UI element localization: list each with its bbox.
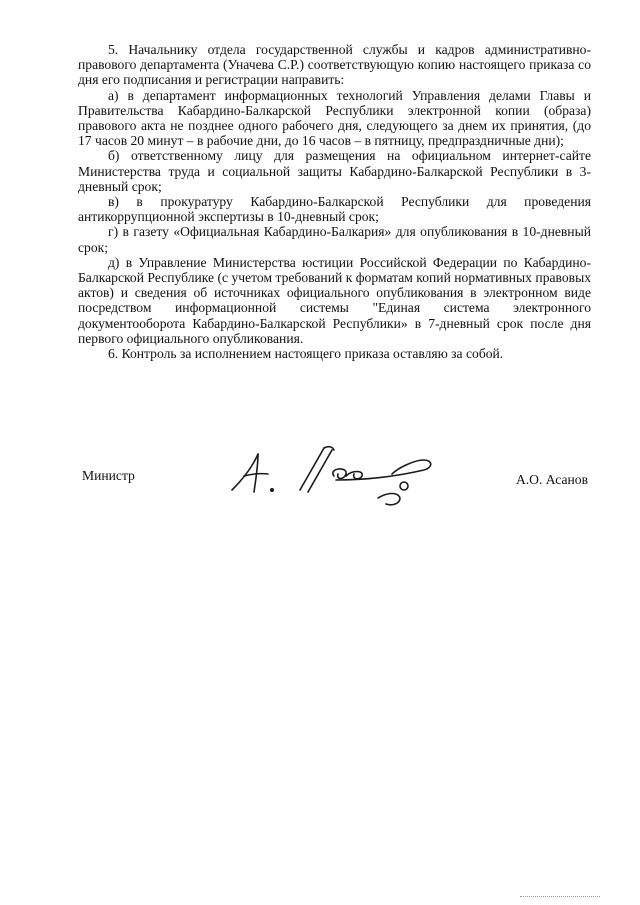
signer-name: А.О. Асанов (515, 472, 588, 487)
signature-block (78, 440, 588, 520)
paragraph-subitem-d: д) в Управление Министерства юстиции Российской Федерации по Кабардино-Балкарской Республике (с учетом требований к форматам копий нормативных правовых актов) и сведения об источниках официального опубликования в электронном виде посредством информационной системы "Единая система электронного документооборота Кабардино-Балкарской Республики» в 7-дневный срок после дня первого официального опубликования. (78, 254, 591, 346)
signer-position: Министр (82, 468, 135, 483)
document-body (78, 42, 591, 361)
handwritten-signature (228, 440, 448, 520)
paragraph-item-5: 5. Начальнику отдела государственной службы и кадров административно-правового департамента (Уначева С.Р.) соответствующую копию настоящего приказа со дня его подписания и регистрации направить: (78, 42, 591, 88)
scan-artifact (520, 896, 600, 898)
paragraph-subitem-g: г) в газету «Официальная Кабардино-Балкария» для опубликования в 10-дневный срок; (78, 224, 591, 255)
paragraph-subitem-v: в) в прокуратуру Кабардино-Балкарской Республики для проведения антикоррупционной экспертизы в 10-дневный срок; (78, 194, 591, 225)
paragraph-subitem-a: а) в департамент информационных технологий Управления делами Главы и Правительства Кабардино-Балкарской Республики электронной копии (образа) правового акта не позднее одного рабочего дня, следующего за днем их принятия, (до 17 часов 20 минут – в рабочие дни, до 16 часов – в пятницу, предпраздничные дни); (78, 87, 591, 149)
paragraph-subitem-b: б) ответственному лицу для размещения на официальном интернет-сайте Министерства труда и социальной защиты Кабардино-Балкарской Республики в 3-дневный срок; (78, 148, 591, 194)
paragraph-item-6: 6. Контроль за исполнением настоящего приказа оставляю за собой. (108, 346, 504, 362)
